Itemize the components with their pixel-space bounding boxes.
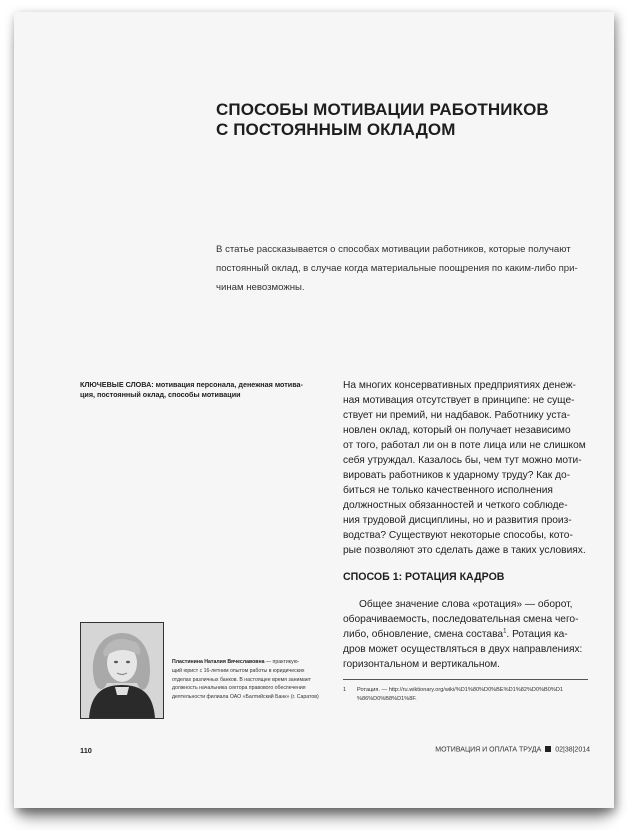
body-line: биться не только качественного исполнения (343, 485, 553, 496)
body-line: себя утруждал. Казалось бы, чем тут можно моти- (343, 455, 582, 466)
journal-name: МОТИВАЦИЯ И ОПЛАТА ТРУДА (435, 746, 542, 754)
page-number: 110 (80, 746, 92, 755)
section-heading: СПОСОБ 1: РОТАЦИЯ КАДРОВ (343, 571, 505, 583)
body-line: рые позволяют это сделать даже в таких условиях. (343, 545, 586, 556)
footnote-link[interactable]: %86%D0%B8%D1%8F. (357, 696, 417, 702)
author-bio (172, 658, 332, 702)
section-text: . Ротация ка- (506, 629, 568, 640)
intro-paragraph (343, 378, 593, 558)
body-line: вировать работников к ударному труду? Как до- (343, 470, 571, 481)
lead-line: постоянный оклад, в случае когда материальные поощрения по каким-либо при- (216, 263, 578, 274)
section-line (343, 627, 593, 642)
keywords-label: КЛЮЧЕВЫЕ СЛОВА: (80, 380, 154, 389)
body-line: ная мотивация отсутствует в принципе: не суще- (343, 395, 575, 406)
body-line: На многих консервативных предприятиях денеж- (343, 380, 576, 391)
footnote-divider (343, 679, 588, 680)
section-paragraph (343, 597, 593, 672)
section-text: либо, обновление, смена состава (343, 629, 504, 640)
body-line: ния трудовой дисциплины, но и развития произ- (343, 515, 572, 526)
body-line: водства? Существуют некоторые способы, кото- (343, 530, 573, 541)
body-line: должностных обязанностей и четкого соблюде- (343, 500, 568, 511)
author-text: деятельности филиала ОАО «Балтийский Банк» (г. Саратов) (172, 694, 319, 701)
author-text: щий юрист с 16-летним опытом работы в юридических (172, 667, 305, 674)
footnote-number: 1 (343, 687, 347, 693)
keywords-text: мотивация персонала, денежная мотива- (153, 380, 303, 389)
title-line: СПОСОБЫ МОТИВАЦИИ РАБОТНИКОВ (216, 100, 549, 119)
section-line: оборачиваемость, последовательная смена чего- (343, 614, 579, 625)
body-line: новлен оклад, который он получает независимо (343, 425, 571, 436)
body-line: от того, работал ли он в поте лица или не слишком (343, 440, 586, 451)
author-text: отделах различных банков. В настоящее время занимает (172, 676, 311, 683)
author-text: — практикую- (264, 659, 300, 665)
footnote (343, 686, 593, 704)
article-title (216, 100, 606, 140)
author-portrait-icon (81, 623, 163, 718)
lead-line: В статье рассказывается о способах мотивации работников, которые получают (216, 244, 571, 255)
keywords-block (80, 380, 330, 400)
body-line: ствует ни премий, ни надбавок. Работнику уста- (343, 410, 571, 421)
footnote-link[interactable]: Ротация. — http://ru.wiktionary.org/wiki/%D1%80%D0%BE%D1%82%D0%B0%D1 (357, 687, 564, 693)
lead-line: чинам невозможны. (216, 282, 305, 293)
author-name: Пластинина Наталия Вячеславовна (172, 659, 265, 665)
section-line: Общее значение слова «ротация» — оборот, (359, 599, 573, 610)
author-text: должность начальника сектора правового обеспечения (172, 685, 306, 692)
square-bullet-icon (545, 746, 551, 752)
issue-number: 02|38|2014 (555, 746, 590, 754)
title-line: С ПОСТОЯННЫМ ОКЛАДОМ (216, 120, 456, 139)
running-footer (435, 746, 590, 754)
section-line: горизонтальном и вертикальном. (343, 659, 500, 670)
keywords-text: ция, постоянный оклад, способы мотивации (80, 390, 241, 399)
section-line: дров может осуществляться в двух направлениях: (343, 644, 583, 655)
footnote-ref[interactable]: 1 (503, 628, 507, 635)
author-photo (80, 622, 164, 719)
article-lead (216, 240, 588, 297)
